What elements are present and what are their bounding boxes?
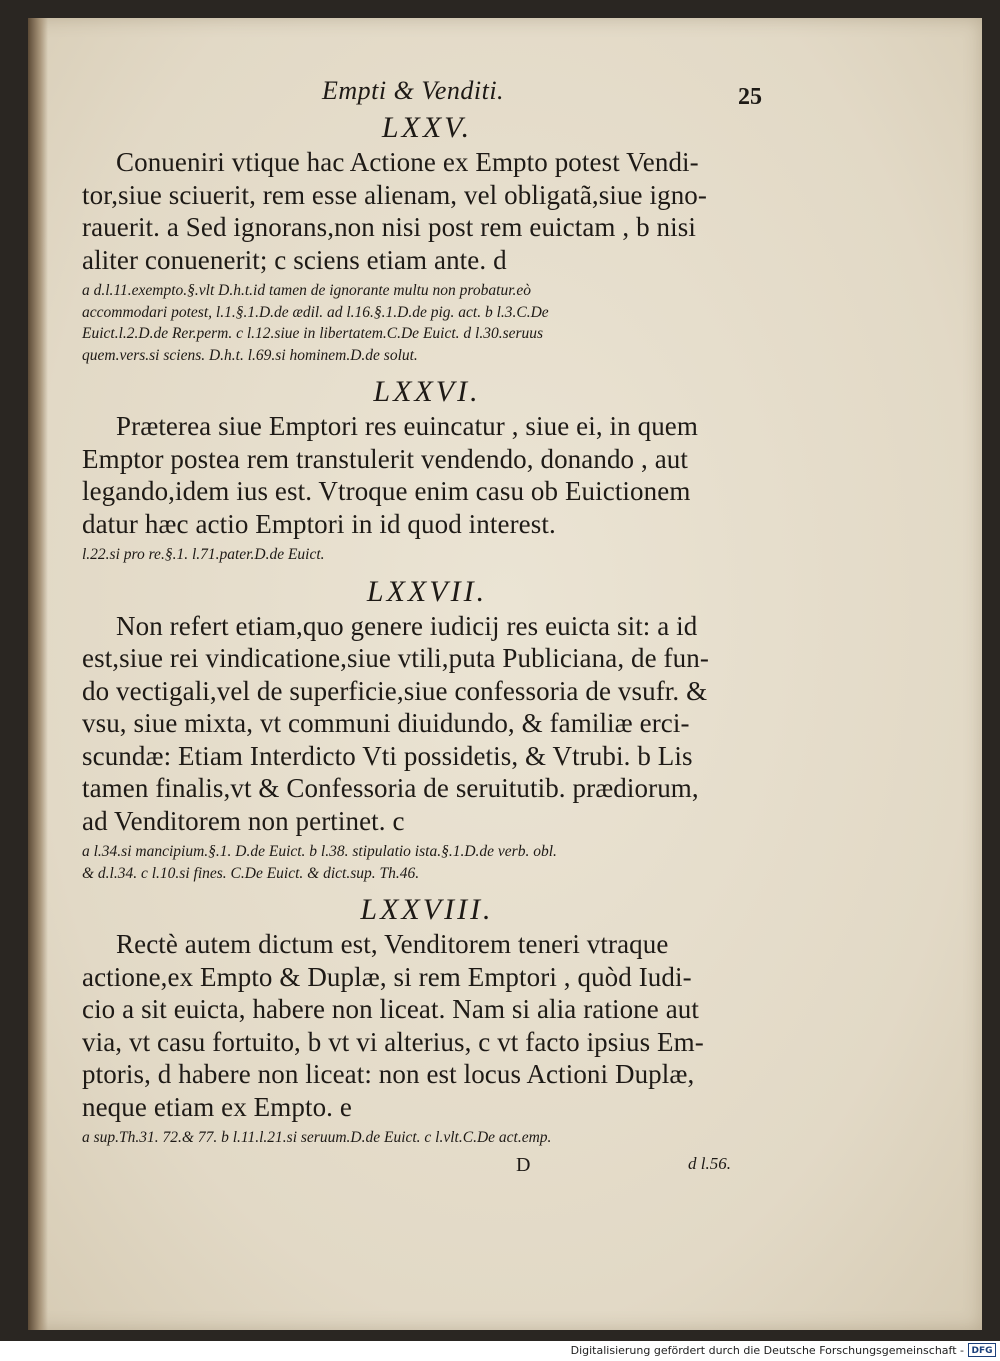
section-lxxv [82,110,772,366]
page-number: 25 [738,84,762,110]
body-line: do vectigali,vel de superficie,siue confessoria de vsufr. & [82,675,708,706]
footnote-line: l.22.si pro re.§.1. l.71.pater.D.de Euict. [82,546,325,563]
body-line: vsu, siue mixta, vt communi diuidundo, & familiæ erci- [82,708,690,738]
section-lxxvii [82,574,772,885]
dfg-logo-icon: DFG [968,1343,996,1357]
catchword: d l.56. [688,1154,731,1173]
section-numeral: LXXV. [381,111,473,144]
body-line: cio a sit euicta, habere non liceat. Nam si alia ratione aut [82,994,699,1024]
section-numeral: LXXVII. [366,574,488,608]
body-line: tamen finalis,vt & Confessoria de seruitutib. prædiorum, [82,773,699,803]
body-line: Emptor postea rem transtulerit vendendo, donando , aut [82,443,688,474]
body-line: legando,idem ius est. Vtroque enim casu ob Euictionem [82,476,691,506]
body-line: scundæ: Etiam Interdicto Vti possidetis, & Vtrubi. b Lis [82,740,693,771]
body-line: Conueniri vtique hac Actione ex Empto potest Vendi- [116,147,699,177]
section-lxxvi [82,374,772,566]
body-line: tor,siue sciuerit, rem esse alienam, vel obligatã,siue igno- [82,179,707,210]
body-line: ptoris, d habere non liceat: non est locus Actioni Duplæ, [82,1059,695,1089]
footnote-line: a sup.Th.31. 72.& 77. b l.11.l.21.si seruum.D.de Euict. c l.vlt.C.De act.emp. [82,1129,552,1146]
page-content [82,66,772,1176]
section-lxxviii [82,892,772,1149]
running-head-title: Empti & Venditi. [322,76,505,105]
body-line: rauerit. a Sed ignorans,non nisi post rem euictam , b nisi [82,212,696,242]
section-numeral: LXXVI. [373,375,481,408]
footnote-line: Euict.l.2.D.de Rer.perm. c l.12.siue in libertatem.C.De Euict. d l.30.seruus [82,325,544,342]
body-line: Rectè autem dictum est, Venditorem teneri vtraque [116,929,669,959]
body-line: via, vt casu fortuito, b vt vi alterius, c vt facto ipsius Em- [82,1026,704,1057]
body-line: Non refert etiam,quo genere iudicij res euicta sit: a id [116,610,698,641]
footnote-line: a d.l.11.exempto.§.vlt D.h.t.id tamen de ignorante multu non probatur.eò [82,282,532,299]
body-line: est,siue rei vindicatione,siue vtili,puta Publiciana, de fun- [82,643,709,673]
body-line: datur hæc actio Emptori in id quod interest. [82,508,556,539]
body-line: Præterea siue Emptori res euincatur , siue ei, in quem [116,411,698,441]
footer-credit: Digitalisierung gefördert durch die Deutsche Forschungsgemeinschaft - [570,1344,964,1357]
section-numeral: LXXVIII. [360,893,494,926]
footnote-line: & d.l.34. c l.10.si fines. C.De Euict. & dict.sup. Th.46. [82,864,420,882]
running-head [82,66,772,110]
page-binding-edge [28,18,48,1330]
body-line: actione,ex Empto & Duplæ, si rem Emptori , quòd Iudi- [82,961,692,992]
footnote-line: a l.34.si mancipium.§.1. D.de Euict. b l.38. stipulatio ista.§.1.D.de verb. obl. [82,843,557,860]
footnote-line: quem.vers.si sciens. D.h.t. l.69.si hominem.D.de solut. [82,346,418,364]
footnote-line: accommodari potest, l.1.§.1.D.de ædil. ad l.16.§.1.D.de pig. act. b l.3.C.De [82,303,549,321]
signature-mark: D [516,1154,531,1176]
body-line: neque etiam ex Empto. e [82,1091,352,1122]
body-line: aliter conuenerit; c sciens etiam ante. d [82,244,507,275]
body-line: ad Venditorem non pertinet. c [82,805,405,836]
digitization-footer [0,1341,1000,1361]
